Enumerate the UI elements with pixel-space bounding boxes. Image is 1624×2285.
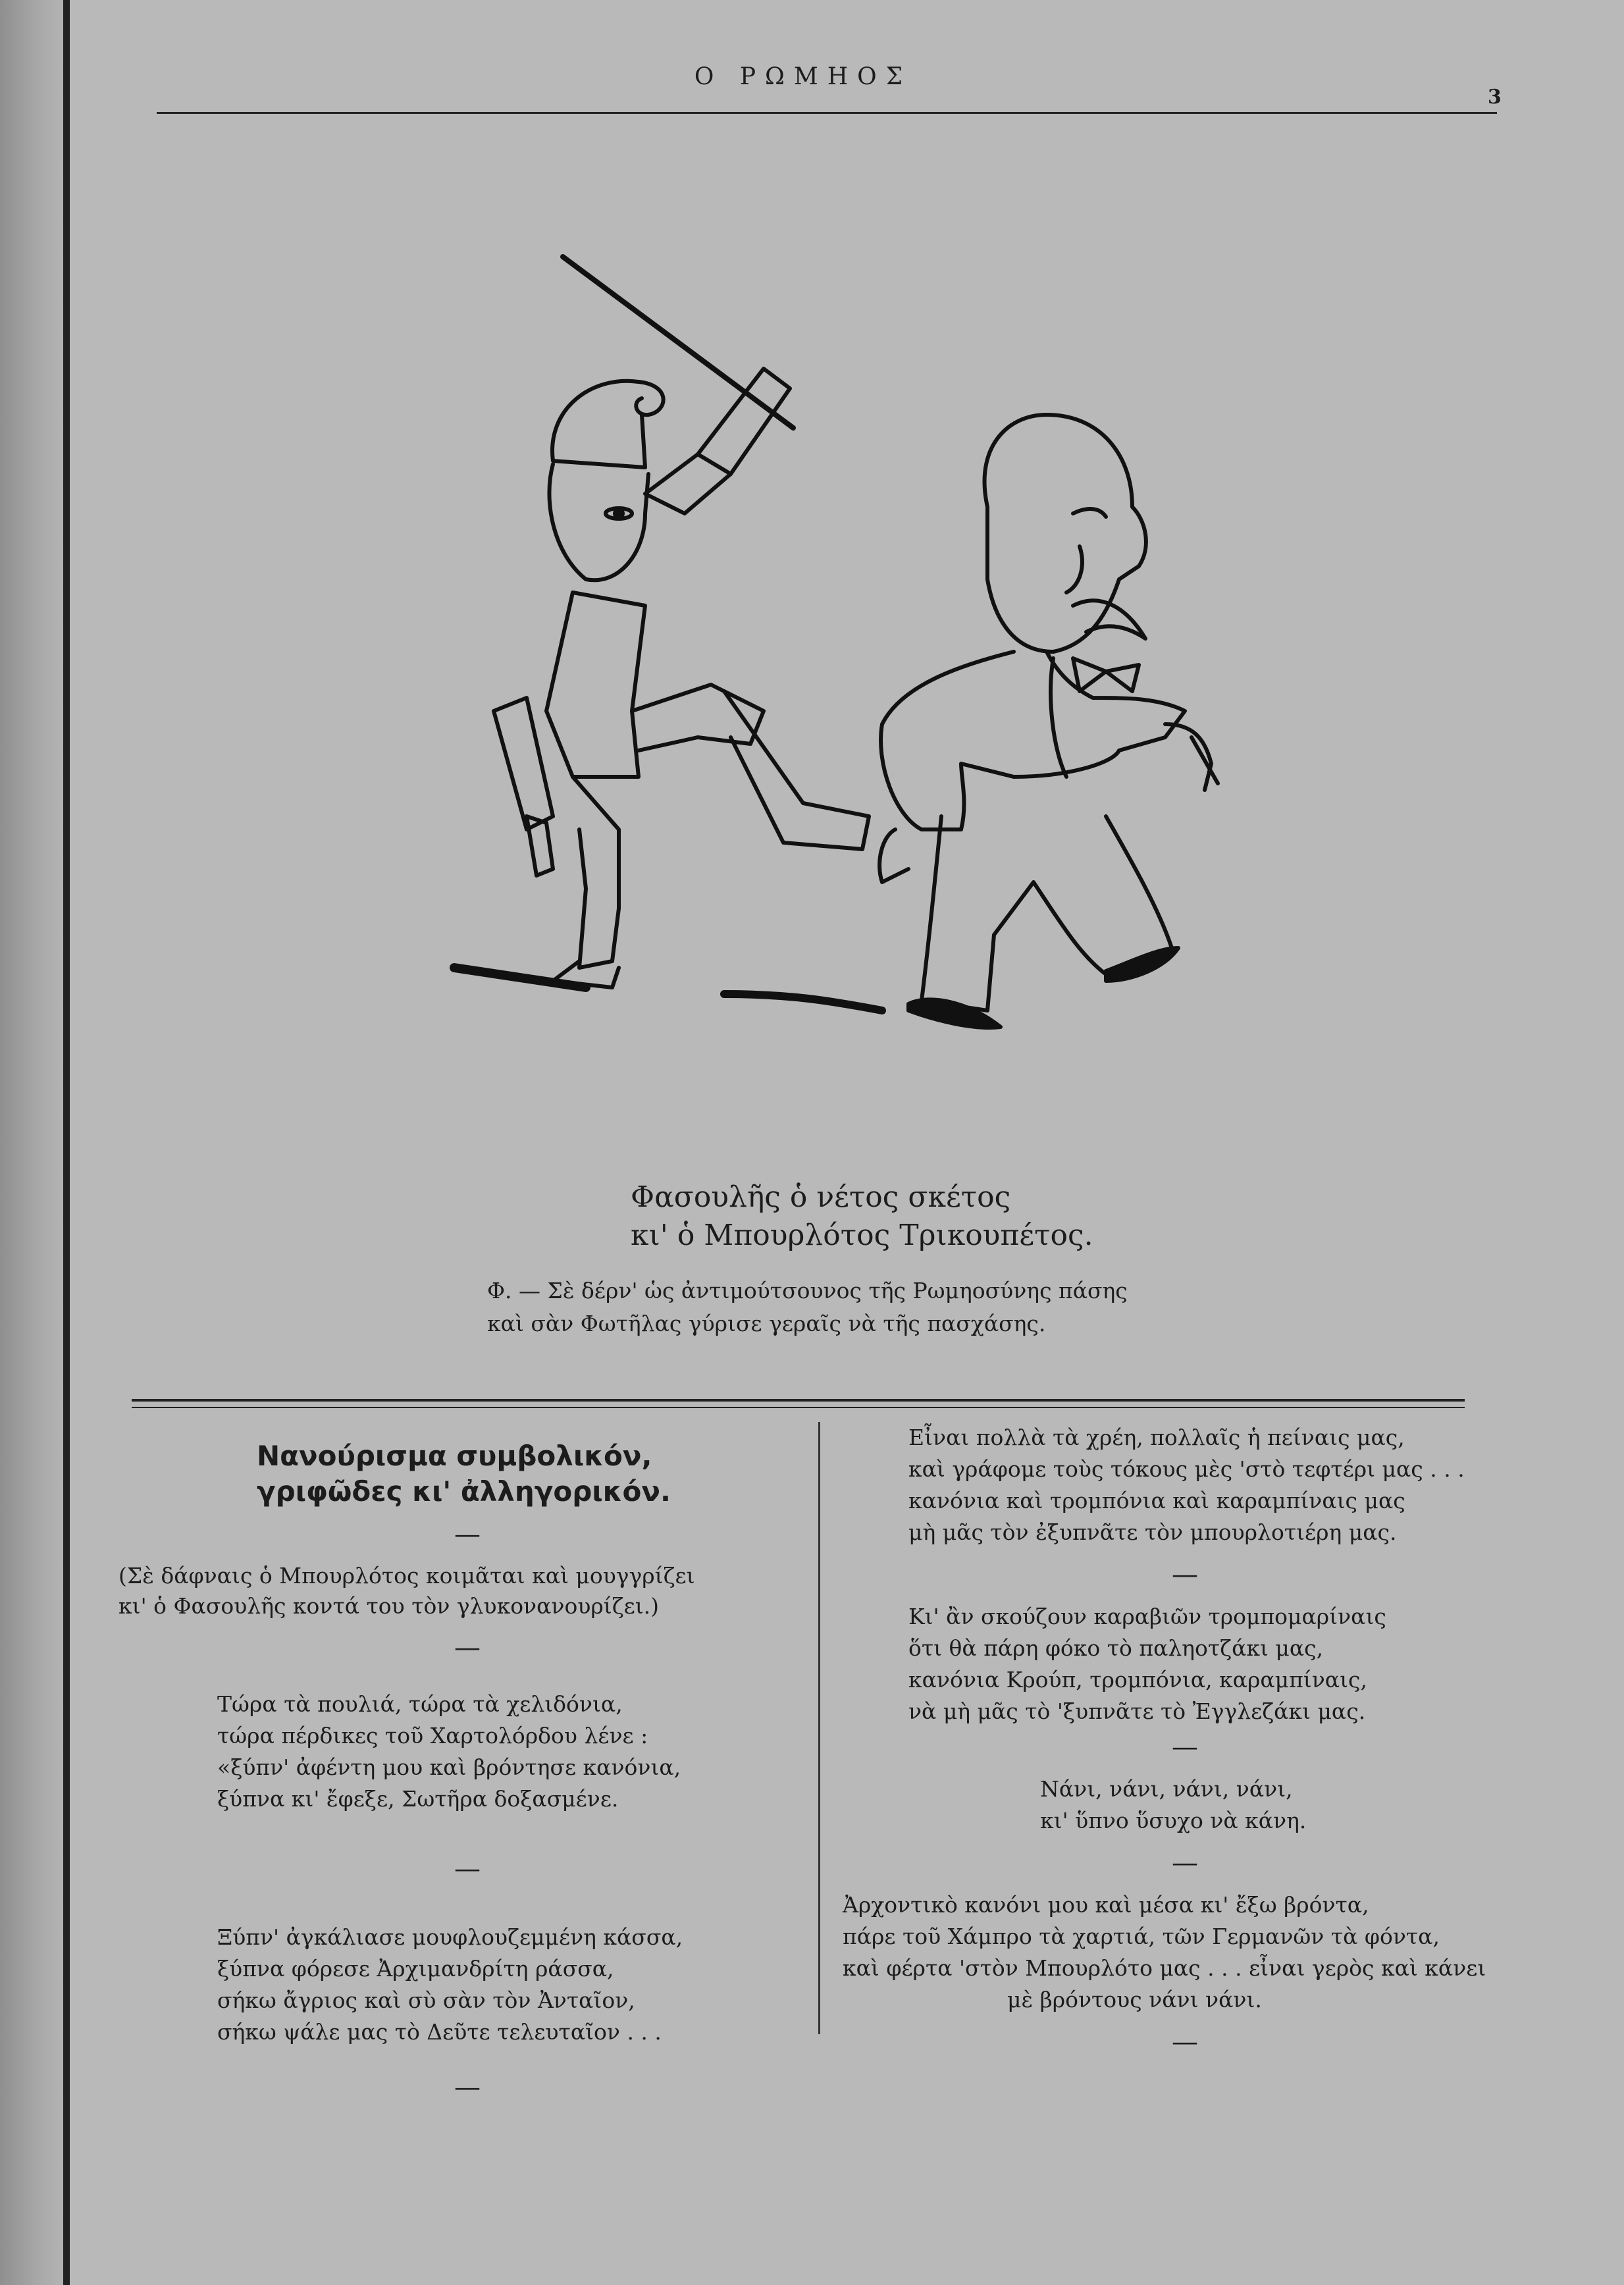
separator-dash: — bbox=[1172, 1848, 1198, 1878]
page-spine-shadow bbox=[0, 0, 66, 2285]
politician-bowtie bbox=[1073, 658, 1139, 691]
separator-dash: — bbox=[454, 2072, 481, 2103]
puppet-hat bbox=[552, 381, 664, 467]
stanza-2 bbox=[217, 1922, 783, 2048]
stanza-line: ξύπνα κι' ἔφεξε, Σωτῆρα δοξασμένε. bbox=[217, 1786, 619, 1812]
separator-dash: — bbox=[454, 1633, 481, 1663]
stanza-line: Ξύπν' ἀγκάλιασε μουφλουζεμμένη κάσσα, bbox=[217, 1924, 683, 1950]
stanza-4 bbox=[908, 1601, 1521, 1727]
stanza-line: κανόνια καὶ τρομπόνια καὶ καραμπίναις μας bbox=[908, 1488, 1405, 1513]
politician-hand bbox=[1165, 724, 1218, 790]
stanza-line: κανόνια Κρούπ, τρομπόνια, καραμπίναις, bbox=[908, 1667, 1367, 1693]
stanza-line: μὴ μᾶς τὸν ἐξυπνᾶτε τὸν μπουρλοτιέρη μας. bbox=[908, 1519, 1397, 1545]
newspaper-title: Ο ΡΩΜΗΟΣ bbox=[694, 63, 912, 90]
stanza-line: πάρε τοῦ Χάμπρο τὰ χαρτιά, τῶν Γερμανῶν τὰ φόντα, bbox=[843, 1924, 1440, 1949]
stanza-3 bbox=[908, 1422, 1521, 1548]
header-rule bbox=[157, 112, 1497, 114]
separator-dash: — bbox=[454, 1854, 481, 1884]
separator-dash: — bbox=[1172, 2027, 1198, 2057]
poem-left-column bbox=[118, 1438, 783, 2101]
politician-shoes bbox=[908, 948, 1178, 1028]
stanza-line: σήκω ἄγριος καὶ σὺ σὰν τὸν Ἀνταῖον, bbox=[217, 1987, 635, 2013]
stanza-line: ὅτι θὰ πάρη φόκο τὸ παληοτζάκι μας, bbox=[908, 1635, 1324, 1661]
stanza-6 bbox=[843, 1889, 1521, 2016]
politician-legs bbox=[922, 816, 1172, 1011]
politician-coat bbox=[881, 652, 1185, 829]
caricature-illustration bbox=[421, 237, 1290, 1145]
politician-eye bbox=[1073, 509, 1106, 517]
stanza-line: καὶ γράφομε τοὺς τόκους μὲς 'στὸ τεφτέρι μας . . . bbox=[908, 1456, 1465, 1482]
separator-dash: — bbox=[1172, 1732, 1198, 1762]
poem-right-column bbox=[836, 1422, 1521, 2055]
stick bbox=[563, 257, 793, 428]
page-number: 3 bbox=[1488, 86, 1502, 109]
stanza-5 bbox=[1040, 1773, 1521, 1837]
poem-title bbox=[257, 1438, 783, 1510]
binding-edge bbox=[63, 0, 70, 2285]
stanza-line: Ἀρχοντικὸ κανόνι μου καὶ μέσα κι' ἔξω βρόντα, bbox=[843, 1892, 1369, 1918]
caption-dialogue bbox=[487, 1274, 1382, 1340]
caption-title-line2: κι' ὁ Μπουρλότος Τρικουπέτος. bbox=[631, 1219, 1093, 1252]
stanza-line: τώρα πέρδικες τοῦ Χαρτολόρδου λένε : bbox=[217, 1723, 648, 1748]
illustration-caption bbox=[487, 1178, 1382, 1340]
stanza-line: νὰ μὴ μᾶς τὸ 'ξυπνᾶτε τὸ Ἐγγλεζάκι μας. bbox=[908, 1698, 1366, 1724]
section-rule-thin bbox=[132, 1407, 1465, 1408]
poem-note bbox=[118, 1561, 783, 1621]
puppet-head bbox=[549, 464, 648, 580]
poem-title-line1: Νανούρισμα συμβολικόν, bbox=[257, 1440, 652, 1472]
puppet-arm bbox=[645, 454, 731, 513]
section-rule bbox=[132, 1399, 1465, 1402]
puppet-standing-leg bbox=[573, 777, 619, 968]
stanza-line: Τώρα τὰ πουλιά, τώρα τὰ χελιδόνια, bbox=[217, 1691, 623, 1717]
column-rule bbox=[818, 1422, 820, 2034]
caption-dialogue-line2: καὶ σὰν Φωτῆλας γύρισε γεραῖς νὰ τῆς πασχάσης. bbox=[487, 1311, 1046, 1336]
separator-dash: — bbox=[454, 1519, 481, 1550]
stanza-line: κι' ὕπνο ὕσυχο νὰ κάνη. bbox=[1040, 1808, 1307, 1833]
caption-title bbox=[487, 1178, 1382, 1255]
poem-note-line2: κι' ὁ Φασουλῆς κοντά του τὸν γλυκονανουρίζει.) bbox=[118, 1593, 660, 1619]
stanza-line: μὲ βρόντους νάνι νάνι. bbox=[1007, 1987, 1262, 2012]
puppet-torso bbox=[546, 592, 645, 777]
poem-title-line2: γριφῶδες κι' ἀλληγορικόν. bbox=[257, 1475, 671, 1508]
separator-dash: — bbox=[1172, 1560, 1198, 1590]
stanza-line: ξύπνα φόρεσε Ἀρχιμανδρίτη ράσσα, bbox=[217, 1956, 614, 1982]
stanza-line: Νάνι, νάνι, νάνι, νάνι, bbox=[1040, 1776, 1293, 1802]
stanza-line: «ξύπν' ἀφέντη μου καὶ βρόντησε κανόνια, bbox=[217, 1754, 681, 1780]
poem-note-line1: (Σὲ δάφναις ὁ Μπουρλότος κοιμᾶται καὶ μουγγρίζει bbox=[118, 1563, 695, 1589]
stanza-line: Εἶναι πολλὰ τὰ χρέη, πολλαῖς ἡ πείναις μας, bbox=[908, 1425, 1405, 1450]
politician-head bbox=[985, 415, 1146, 652]
puppet-lower-arm bbox=[494, 698, 553, 829]
caption-title-line1: Φασουλῆς ὁ νέτος σκέτος bbox=[631, 1180, 1011, 1214]
stanza-line: Κι' ἂν σκούζουν καραβιῶν τρομπομαρίναις bbox=[908, 1604, 1386, 1629]
stanza-line: καὶ φέρτα 'στὸν Μπουρλότο μας . . . εἶναι γερὸς καὶ κάνει bbox=[843, 1955, 1486, 1981]
stanza-1 bbox=[217, 1689, 783, 1815]
caption-dialogue-line1: Φ. — Σὲ δέρν' ὡς ἀντιμούτσουνος τῆς Ρωμηοσύνης πάσης bbox=[487, 1278, 1128, 1303]
stanza-line: σήκω ψάλε μας τὸ Δεῦτε τελευταῖον . . . bbox=[217, 2019, 662, 2045]
